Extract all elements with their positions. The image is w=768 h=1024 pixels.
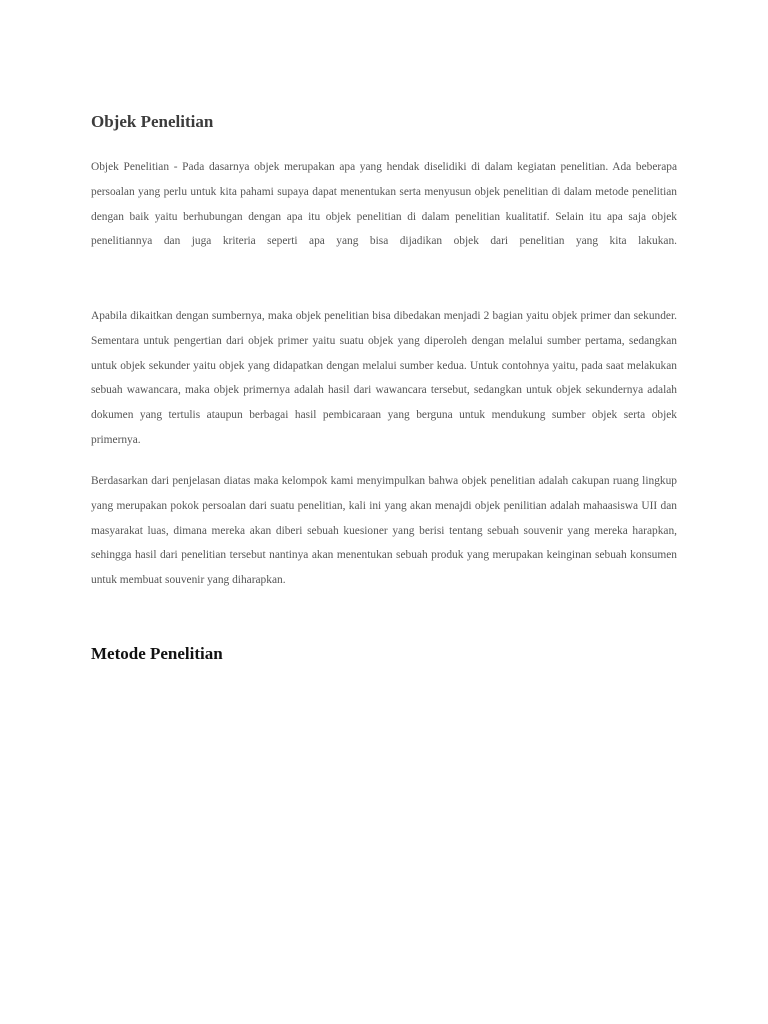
- paragraph-2: Apabila dikaitkan dengan sumbernya, maka objek penelitian bisa dibedakan menjadi 2 bagian yaitu objek primer dan sekunder. Sementara untuk pengertian dari objek primer yaitu suatu objek yang diperoleh dengan melalui sumber pertama, sedangkan untuk objek sekunder yaitu objek yang didapatkan dengan melalui sumber kedua. Untuk contohnya yaitu, pada saat melakukan sebuah wawancara, maka objek primernya adalah hasil dari wawancara tersebut, sedangkan untuk objek sekundernya adalah dokumen yang tertulis ataupun berbagai hasil pembicaraan yang berguna untuk mendukung sumber objek serta objek primernya.: [91, 310, 677, 446]
- section-heading-objek-penelitian: Objek Penelitian: [91, 112, 214, 131]
- section-heading-metode-penelitian: Metode Penelitian: [91, 644, 223, 663]
- paragraph-1: Objek Penelitian - Pada dasarnya objek merupakan apa yang hendak diselidiki di dalam kegiatan penelitian. Ada beberapa persoalan yang perlu untuk kita pahami supaya dapat menentukan serta menyusun objek penelitian di dalam metode penelitian dengan baik yaitu berhubungan dengan apa itu objek penelitian di dalam penelitian kualitatif. Selain itu apa saja objek penelitiannya dan juga kriteria seperti apa yang bisa dijadikan objek dari penelitian yang kita lakukan.: [91, 161, 677, 248]
- paragraph-3: Berdasarkan dari penjelasan diatas maka kelompok kami menyimpulkan bahwa objek penelitian adalah cakupan ruang lingkup yang merupakan pokok persoalan dari suatu penelitian, kali ini yang akan menajdi objek penilitian adalah mahaasiswa UII dan masyarakat luas, dimana mereka akan diberi sebuah kuesioner yang berisi tentang sebuah souvenir yang mereka harapkan, sehingga hasil dari penelitian tersebut nantinya akan menentukan sebuah produk yang merupakan keinginan sebuah konsumen untuk membuat souvenir yang diharapkan.: [91, 475, 677, 587]
